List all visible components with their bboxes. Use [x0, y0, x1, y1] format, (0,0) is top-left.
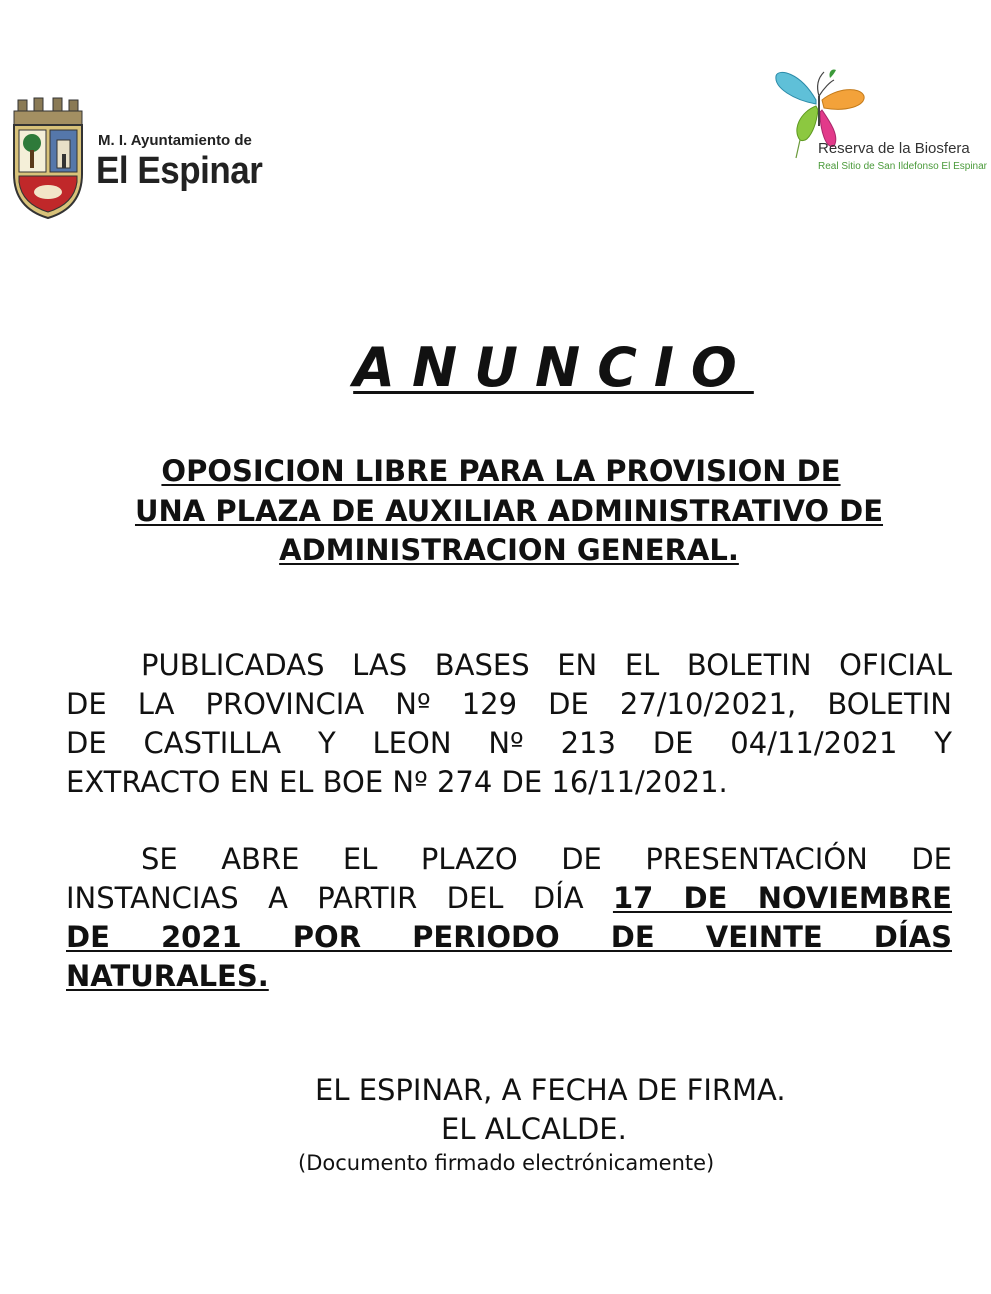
paragraph1-line-3: DE CASTILLA Y LEON Nº 213 DE 04/11/2021 Y: [66, 726, 952, 760]
paragraph2-line-4: [66, 957, 952, 996]
signature-role: EL ALCALDE.: [441, 1112, 627, 1146]
paragraph2-line-1: SE ABRE EL PLAZO DE PRESENTACIÓN DE: [141, 842, 952, 876]
paragraph2-line-2-text: INSTANCIAS A PARTIR DEL DÍA: [66, 881, 613, 915]
document-subject: [66, 452, 952, 571]
subject-line-2: UNA PLAZA DE AUXILIAR ADMINISTRATIVO DE: [134, 493, 884, 528]
paragraph1-line-4: EXTRACTO EN EL BOE Nº 274 DE 16/11/2021.: [66, 765, 728, 799]
paragraph2-line-2: [66, 879, 952, 918]
deadline-start-date: 17 DE NOVIEMBRE: [612, 881, 952, 915]
council-name: El Espinar: [96, 150, 263, 192]
paragraph1-line-1: PUBLICADAS LAS BASES EN EL BOLETIN OFICIAL: [141, 648, 952, 682]
signature-note: (Documento firmado electrónicamente): [298, 1151, 715, 1175]
paragraph-deadline: [66, 840, 952, 996]
council-subtitle: M. I. Ayuntamiento de: [98, 132, 252, 149]
coat-of-arms-icon: [8, 96, 88, 222]
paragraph1-line-2: DE LA PROVINCIA Nº 129 DE 27/10/2021, BOLETIN: [66, 687, 952, 721]
deadline-period: DE 2021 POR PERIODO DE VEINTE DÍAS: [66, 920, 952, 954]
biosphere-subtitle: Real Sitio de San Ildefonso El Espinar: [818, 161, 987, 172]
document-title: ANUNCIO: [353, 336, 754, 399]
subject-line-3: ADMINISTRACION GENERAL.: [279, 533, 739, 567]
subject-line-1: OPOSICION LIBRE PARA LA PROVISION DE: [161, 454, 841, 488]
paragraph-publication: [66, 646, 952, 802]
signature-place-date: EL ESPINAR, A FECHA DE FIRMA.: [315, 1073, 786, 1107]
deadline-naturales: NATURALES.: [66, 959, 269, 993]
biosphere-title: Reserva de la Biosfera: [818, 140, 970, 157]
